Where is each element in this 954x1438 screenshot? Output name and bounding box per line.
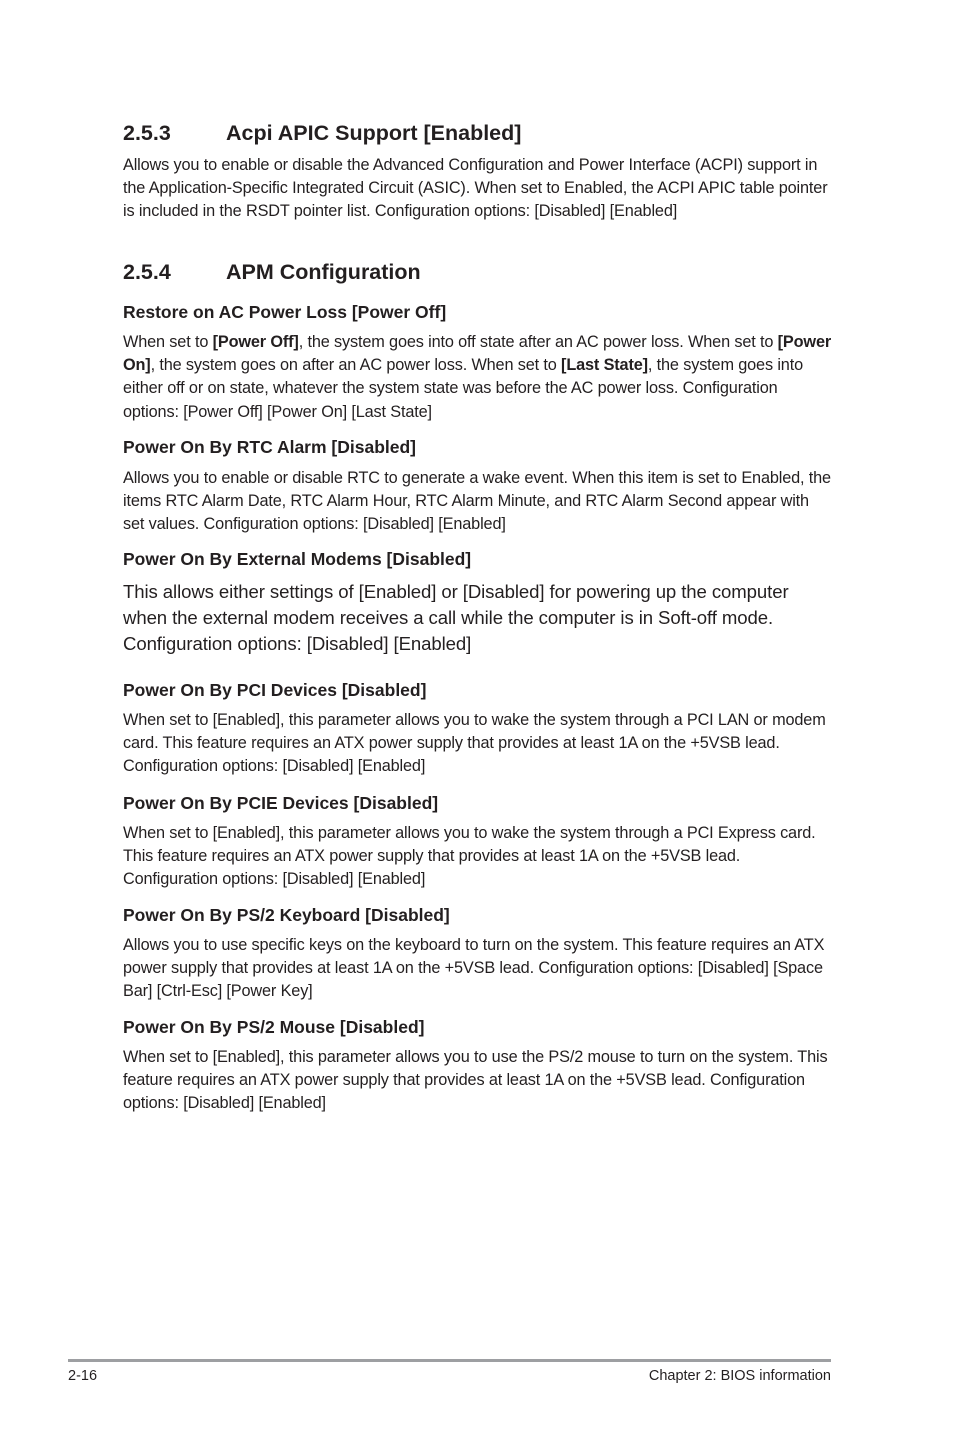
option-power-on: [Power On] [123,333,832,375]
footer-divider [68,1359,831,1362]
item-title-ps2-keyboard: Power On By PS/2 Keyboard [Disabled] [123,905,450,925]
page-number: 2-16 [68,1368,98,1384]
option-last-state: [Last State] [561,356,648,375]
item-body-ps2-keyboard: Allows you to use specific keys on the keyboard to turn on the system. This feature requires an ATX power supply that provides at least 1A on the +5VSB lead. Configuration options: [Disabled] [Space Bar] [Ctrl-Esc] [Power Key] [123,936,825,1001]
section-heading-acpi-apic [123,120,521,146]
chapter-title: Chapter 2: BIOS information [648,1368,831,1384]
item-title-restore-ac-power-loss: Restore on AC Power Loss [Power Off] [123,302,447,322]
item-title-rtc-alarm: Power On By RTC Alarm [Disabled] [123,437,417,457]
item-body-pci-devices: When set to [Enabled], this parameter allows you to wake the system through a PCI LAN or modem card. This feature requires an ATX power supply that provides at least 1A on the +5VSB lead. Configuration options: [Disabled] [Enabled] [123,711,826,776]
item-title-ps2-mouse: Power On By PS/2 Mouse [Disabled] [123,1017,425,1037]
item-body-pcie-devices: When set to [Enabled], this parameter allows you to wake the system through a PCI Express card. This feature requires an ATX power supply that provides at least 1A on the +5VSB lead. Configuration options: [Disabled] [Enabled] [123,824,816,889]
section-body-acpi-apic: Allows you to enable or disable the Advanced Configuration and Power Interface (ACPI) support in the Application-Specific Integrated Circuit (ASIC). When set to Enabled, the ACPI APIC table pointer is included in the RSDT pointer list. Configuration options: [Disabled] [Enabled] [123,156,828,221]
item-body-ps2-mouse: When set to [Enabled], this parameter allows you to use the PS/2 mouse to turn on the system. This feature requires an ATX power supply that provides at least 1A on the +5VSB lead. Configuration options: [Disabled] [Enabled] [123,1048,828,1113]
section-title: APM Configuration [226,260,421,284]
section-heading-apm-configuration [123,259,421,285]
item-body-restore-ac-power-loss: When set to [Power Off], the system goes into off state after an AC power loss. When set to [Power On], the system goes on after an AC power loss. When set to [Last State], the system goes into either off or on state, whatever the system state was before the AC power loss. Configuration options: [Power Off] [Power On] [Last State] [123,333,832,421]
option-power-off: [Power Off] [212,333,299,351]
item-title-pci-devices: Power On By PCI Devices [Disabled] [123,680,427,700]
item-title-external-modems: Power On By External Modems [Disabled] [123,549,472,569]
item-body-rtc-alarm: Allows you to enable or disable RTC to generate a wake event. When this item is set to Enabled, the items RTC Alarm Date, RTC Alarm Hour, RTC Alarm Minute, and RTC Alarm Second appear with set values. Configuration options: [Disabled] [Enabled] [123,469,831,534]
item-title-pcie-devices: Power On By PCIE Devices [Disabled] [123,793,439,813]
section-number: 2.5.4 [123,260,171,284]
section-title: Acpi APIC Support [Enabled] [226,121,522,145]
section-number: 2.5.3 [123,121,171,145]
item-body-external-modems: This allows either settings of [Enabled] or [Disabled] for powering up the computer when the external modem receives a call while the computer is in Soft-off mode. Configuration options: [Disabled] [Enabled] [123,581,789,654]
